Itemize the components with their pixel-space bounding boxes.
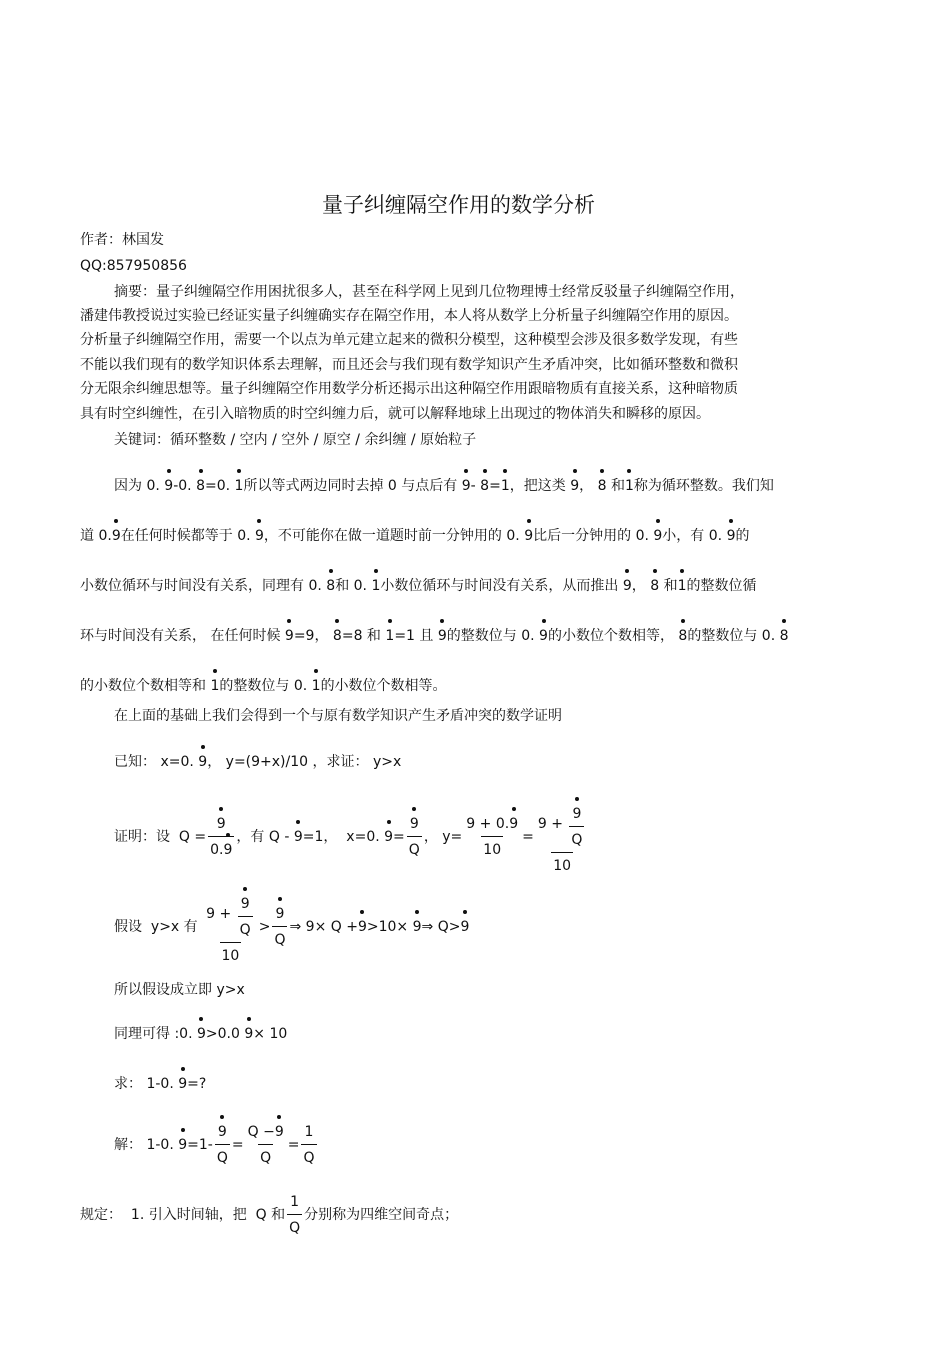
abstract-line: 具有时空纠缠性，在引入暗物质的时空纠缠力后，就可以解释地球上出现过的物体消失和瞬移的原因。 [80,406,710,422]
fraction [215,1122,230,1168]
text: = [393,829,405,845]
recurring-digit: 9 [223,842,233,858]
text: -0. [173,478,192,494]
recurring-digit: 8 [678,628,688,644]
fraction [272,904,287,950]
recurring-digit: 9 [164,478,174,494]
text: 假设 [114,919,142,935]
text: 和 [663,578,678,594]
fraction [246,1122,286,1168]
abstract-line: 摘要：量子纠缠隔空作用困扰很多人，甚至在科学网上见到几位物理博士经常反驳量子纠缠隔空作用， [114,284,744,300]
text: = [489,478,501,494]
recurring-digit: 1 [677,578,687,594]
recurring-digit: 9 [570,478,580,494]
text: 解： [114,1137,142,1153]
text: =8 和 [341,628,381,644]
text: ， [423,829,438,845]
recurring-digit: 9 [255,528,264,544]
abstract-line: 不能以我们现有的数学知识体系去理解，而且还会与我们现有数学知识产生矛盾冲突，比如循环整数和微积 [80,357,738,373]
recurring-digit: 9 [196,1026,206,1042]
recurring-digit: 1 [385,628,395,644]
keywords: 关键词：循环整数 / 空内 / 空外 / 原空 / 余纠缠 / 原始粒子 [114,432,477,448]
recurring-digit: 8 [650,578,660,594]
rule-line [80,1192,458,1238]
recurring-digit: 9 [293,829,303,845]
numerator: 1 [304,1124,314,1140]
recurring-digit: 9 [357,919,367,935]
text: 1. 引入时间轴，把 [130,1207,247,1223]
para1-line-2 [80,526,749,546]
text: 在任何时候都等于 [120,528,233,544]
recurring-digit: 9 [726,528,736,544]
recurring-digit: 8 [779,628,789,644]
numerator: 9 + $\frac{9}{Q}$ [536,798,589,852]
numerator: 9 + $\frac{9}{Q}$ [204,888,257,942]
abstract-line: 分析量子纠缠隔空作用，需要一个以点为单元建立起来的微积分模型，这种模型会涉及很多数学发现，有些 [80,332,738,348]
denominator: Q [301,1144,316,1168]
fraction [301,1122,316,1168]
recurring-digit: 9 [653,528,663,544]
fraction [407,814,422,860]
text: 1-0. [146,1076,174,1092]
document-title: 量子纠缠隔空作用的数学分析 [322,193,595,217]
recurring-digit: 9 [539,628,548,644]
recurring-digit: 8 [196,478,205,494]
text: = [287,1137,300,1153]
text: 0. [506,528,520,544]
text: ，把这类 [509,478,566,494]
text: >0.0 [205,1026,240,1042]
fraction [208,814,234,860]
text: 在任何时候 [210,628,281,644]
text: >10× [366,919,409,935]
abstract-line: 潘建伟教授说过实验已经证实量子纠缠确实存在隔空作用，本人将从数学上分析量子纠缠隔空作用的原因。 [80,308,738,324]
text: x=0. [160,754,194,770]
text: y>x [150,919,180,935]
text: 0. [521,628,535,644]
denominator: 10 [481,836,503,860]
text: =1 且 [394,628,434,644]
text: ，有 [236,829,265,845]
text: y= [442,829,463,845]
numerator: 9 + 0.9 [466,816,519,832]
denominator: 10 [551,852,573,876]
fraction: $\frac{9}{Q}$ [571,806,583,848]
recurring-digit: 8 [480,478,490,494]
text: 的小数位个数相等。 [320,678,447,694]
text: 0 与点后有 [387,478,458,494]
fraction [536,798,589,876]
text: 的整数位与 [446,628,517,644]
recurring-digit: 9 [622,578,632,594]
text: 称为循环整数。我们知 [633,478,774,494]
text: Q 和 [255,1207,286,1223]
text: 道 0. [80,528,112,544]
proof-line [114,798,590,876]
recurring-digit: 9 [217,1124,227,1140]
text: 和 [610,478,625,494]
text: :0. [174,1026,193,1042]
text: ， [207,754,222,770]
text: 1-0. [146,1137,174,1153]
denominator: Q [258,1144,273,1168]
recurring-digit: 9 [572,806,582,822]
text: 0. [308,578,322,594]
recurring-digit: 9 [216,816,226,832]
text: 0. [761,628,776,644]
denominator: Q [215,1144,230,1168]
para1-line-3 [80,576,757,596]
text: > [258,919,271,935]
denominator: Q [407,836,422,860]
text: Q> [437,919,461,935]
text: ，不可能你在做一道题时前一分钟用的 [263,528,502,544]
recurring-digit: 9 [275,906,285,922]
text: 的小数位个数相等， [547,628,674,644]
recurring-digit: 9 [409,816,419,832]
text: = [231,1137,244,1153]
text: 的整数位循 [686,578,757,594]
recurring-digit: 9 [178,1076,188,1092]
recurring-digit: 9 [178,1137,188,1153]
text: 的整数位与 [219,678,290,694]
proof-lead: 在上面的基础上我们会得到一个与原有数学知识产生矛盾冲突的数学证明 [114,708,562,724]
text: 已知： [114,754,156,770]
recurring-digit: 9 [274,1124,284,1140]
recurring-digit: 8 [332,628,342,644]
recurring-digit: 1 [371,578,381,594]
text: 和 0. [335,578,367,594]
text: - [470,478,481,494]
recurring-digit: 9 [509,816,519,832]
recurring-digit: 8 [597,478,607,494]
numerator [273,904,286,926]
text: ⇒ [421,919,434,935]
recurring-digit: 1 [500,478,510,494]
denominator: Q [272,926,287,950]
solve-line [114,1122,319,1168]
recurring-digit: 9 [111,528,121,544]
recurring-digit: 8 [326,578,336,594]
recurring-digit: 9 [240,896,250,912]
text: 0. [293,678,308,694]
numerator [408,814,421,836]
text: 小数位循环与时间没有关系，同理有 [80,578,304,594]
text: 小，有 0. [662,528,723,544]
text: = [522,829,534,845]
text: 求： [114,1076,142,1092]
text: 0. [237,528,251,544]
numerator: Q −9 [247,1124,284,1140]
fraction [287,1192,302,1238]
similar-line [114,1024,287,1044]
ask-line [114,1074,206,1094]
text: x=0. [346,829,380,845]
text: 规定： [80,1207,122,1223]
text: 小数位循环与时间没有关系，从而推出 [380,578,619,594]
fraction: $\frac{9}{Q}$ [239,896,251,938]
text: ， [579,478,594,494]
text: =1， [302,829,338,845]
text: 分别称为四维空间奇点； [304,1207,459,1223]
text: 9× Q + [305,919,358,935]
recurring-digit: 9 [198,754,208,770]
numerator [216,1122,229,1144]
recurring-digit: 9 [437,628,447,644]
numerator: 1 [290,1194,300,1210]
para1-line-5 [80,676,447,696]
recurring-digit: 1 [624,478,634,494]
holds-line [114,980,245,1000]
fraction [464,814,520,860]
text: 有 [183,919,198,935]
recurring-digit: 9 [384,829,394,845]
text: × 10 [253,1026,288,1042]
text: 环与时间没有关系， [80,628,206,644]
recurring-digit: 1 [234,478,244,494]
text: 比后一分钟用的 [533,528,632,544]
text: ， [631,578,646,594]
text: 0. [635,528,649,544]
text: 所以假设成立即 [114,982,212,998]
text: y>x [216,982,245,998]
recurring-digit: 9 [412,919,422,935]
text: =? [187,1076,207,1092]
author-line: 作者：林国发 [80,232,164,248]
text: Q - [268,829,294,845]
text: 因为 0. [114,478,160,494]
assume-line [114,888,469,966]
recurring-digit: 1 [210,678,220,694]
text: =9， [293,628,329,644]
recurring-digit: 1 [311,678,321,694]
text: 的整数位与 [687,628,758,644]
para1-line-4 [80,626,789,646]
text: 的 [735,528,750,544]
recurring-digit: 9 [460,919,470,935]
text: =1- [187,1137,213,1153]
recurring-digit: 9 [284,628,294,644]
text: y>x [372,754,402,770]
text: ⇒ [289,919,302,935]
text: 同理可得 [114,1026,170,1042]
recurring-digit: 9 [524,528,534,544]
text: ，求证： [312,754,369,770]
fraction [204,888,257,966]
denominator: 10 [220,942,242,966]
qq-line: QQ:857950856 [80,258,187,274]
given-line [114,752,401,772]
text: 证明：设 [114,829,170,845]
text: 所以等式两边同时去掉 [243,478,384,494]
text: 的小数位个数相等和 [80,678,206,694]
para1-line-1 [114,476,774,496]
text: y=(9+x)/10 [225,754,309,770]
recurring-digit: 9 [244,1026,254,1042]
text: Q = [178,829,207,845]
text: =0. [204,478,231,494]
abstract-line: 分无限余纠缠思想等。量子纠缠隔空作用数学分析还揭示出这种隔空作用跟暗物质有直接关系，这种暗物质 [80,381,738,397]
recurring-digit: 9 [461,478,471,494]
denominator: Q [287,1214,302,1238]
denominator: 0.9 [208,836,234,860]
